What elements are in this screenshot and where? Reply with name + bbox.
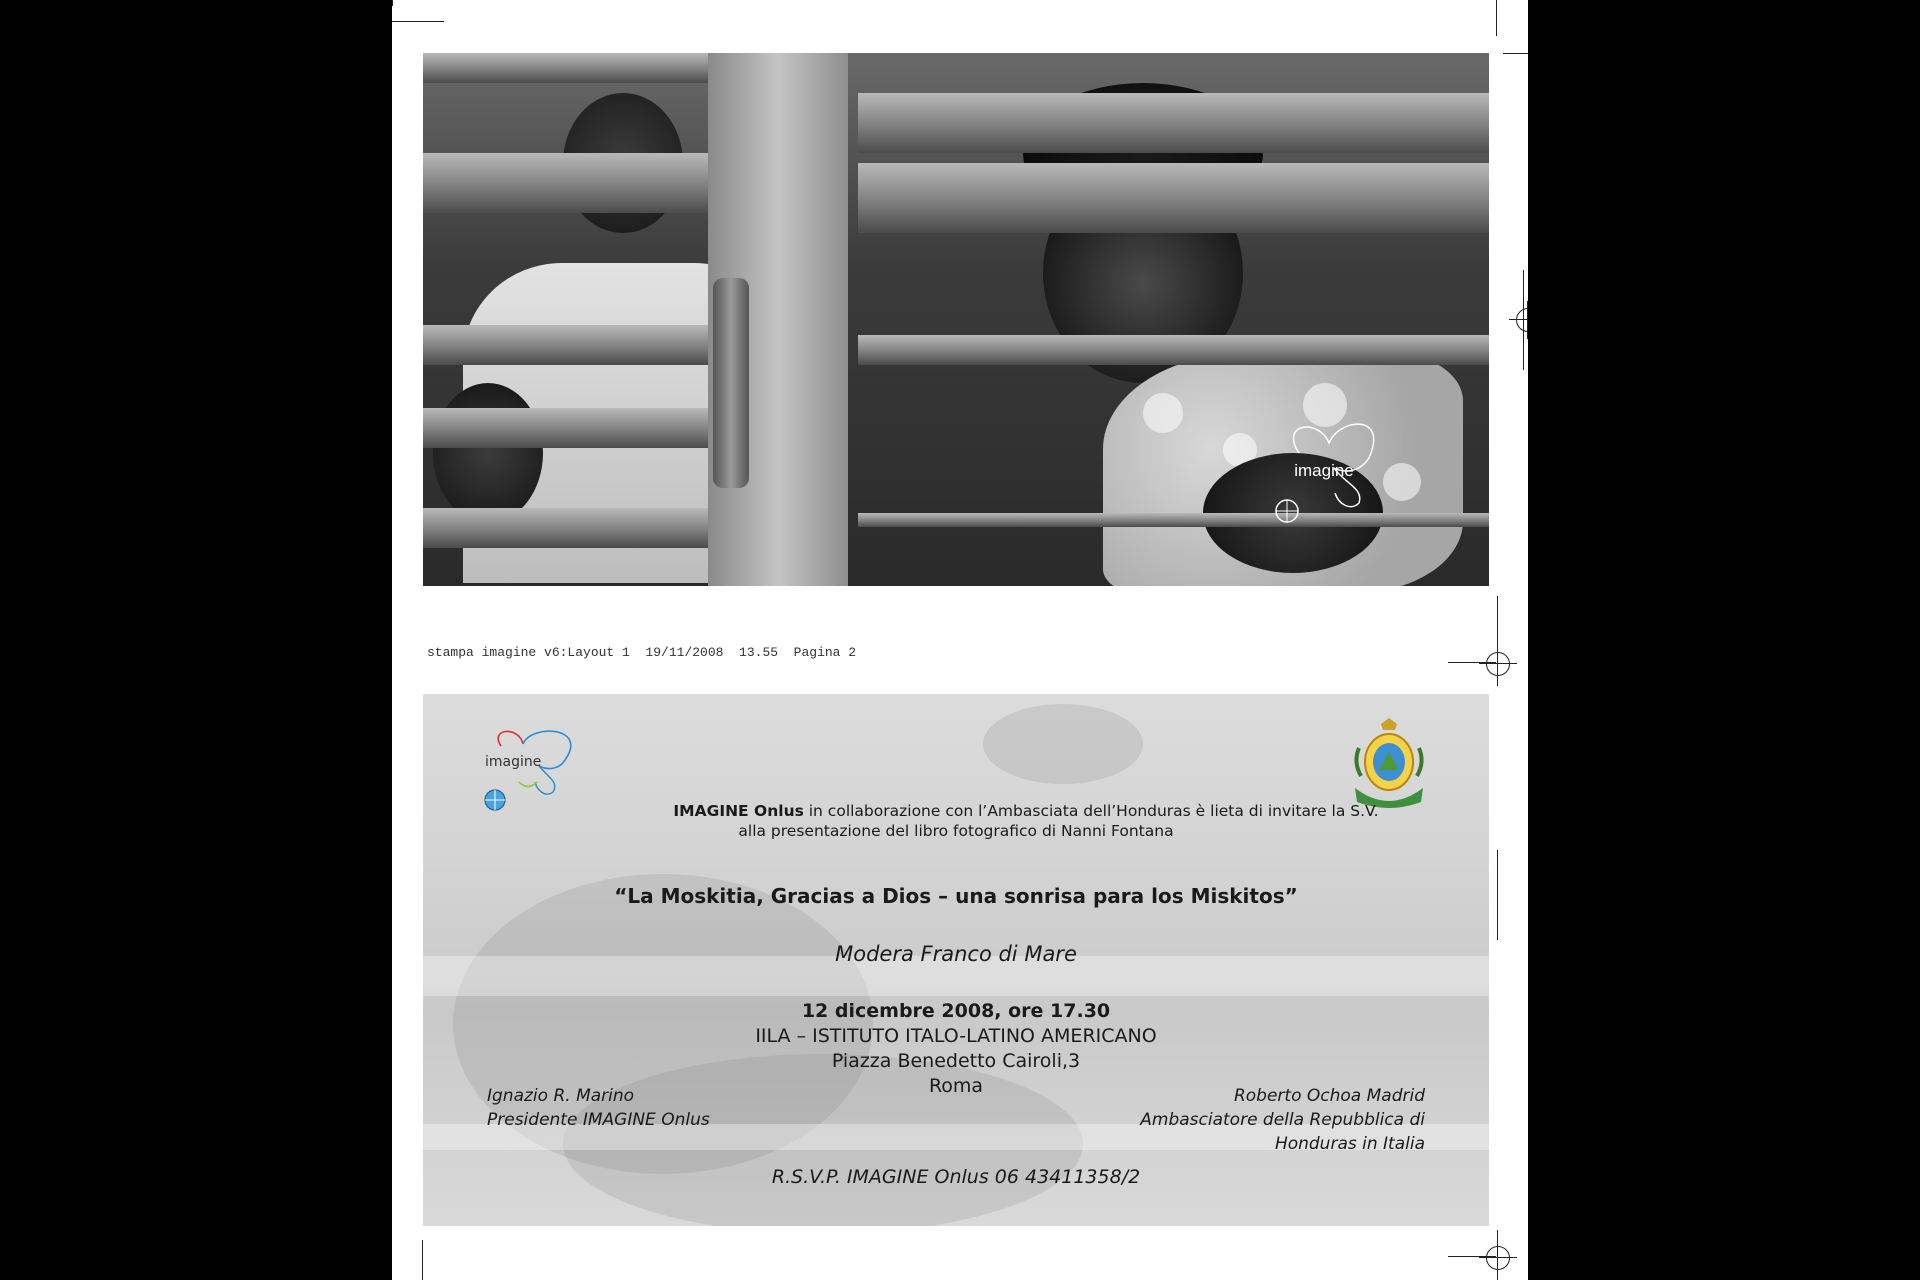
photo-watermark-logo (1259, 413, 1409, 533)
right-signatory-name: Roberto Ochoa Madrid (1233, 1086, 1425, 1106)
louver-slat (423, 325, 708, 365)
louver-slat (423, 53, 708, 83)
venue-city: Roma (928, 1075, 984, 1097)
book-title: “La Moskitia, Gracias a Dios – una sonrisa para los Miskitos” (614, 884, 1298, 908)
event-date: 12 dicembre 2008, ore 17.30 (801, 1000, 1111, 1022)
crop-mark (392, 21, 444, 22)
invitation-card (423, 694, 1489, 1226)
right-signatory-role-line-2: Honduras in Italia (1274, 1134, 1425, 1154)
rsvp-contact: R.S.V.P. IMAGINE Onlus 06 43411358/2 (771, 1166, 1141, 1188)
crop-mark (1448, 662, 1496, 663)
blanket-dot (1143, 393, 1183, 433)
louver-slat (423, 153, 708, 213)
crop-mark (1523, 270, 1524, 370)
left-signatory-name: Ignazio R. Marino (487, 1086, 635, 1106)
background-photo-shape (983, 704, 1143, 784)
louver-slat (858, 335, 1489, 365)
print-slug-line: stampa imagine v6:Layout 1 19/11/2008 13.55 Pagina 2 (427, 645, 857, 660)
organization-name: IMAGINE Onlus (673, 802, 804, 820)
moderator: Modera Franco di Mare (835, 942, 1077, 966)
cover-photograph (423, 53, 1489, 586)
louver-slat (858, 93, 1489, 153)
right-signatory-role-line-1: Ambasciatore della Repubblica di (1140, 1110, 1425, 1130)
hand (433, 383, 543, 523)
crop-mark (1448, 1256, 1496, 1257)
registration-mark-icon (1486, 652, 1510, 676)
crop-mark (1497, 596, 1498, 686)
crop-mark (1497, 1230, 1498, 1280)
venue-address: Piazza Benedetto Cairoli,3 (831, 1050, 1081, 1072)
intro-line-1 (563, 802, 1489, 820)
window-handle (713, 278, 749, 488)
registration-mark-icon (1486, 1246, 1510, 1270)
honduras-coat-of-arms (1351, 718, 1427, 808)
crop-mark (422, 1240, 423, 1280)
crop-mark (392, 0, 393, 6)
photo-logo-text: imagine (1294, 461, 1354, 480)
crop-mark (1497, 850, 1498, 940)
crop-mark (1503, 53, 1528, 54)
crop-mark (1496, 0, 1497, 36)
louver-slat (423, 508, 708, 548)
print-sheet (392, 0, 1528, 1280)
registration-mark-icon (1516, 308, 1528, 332)
louver-slat (858, 163, 1489, 233)
honduras-coat-of-arms-icon (1351, 718, 1427, 808)
venue-name: IILA – ISTITUTO ITALO-LATINO AMERICANO (755, 1025, 1157, 1047)
louver-slat (423, 408, 708, 448)
intro-line-1-text: in collaborazione con l’Ambasciata dell’Honduras è lieta di invitare la S.V. (803, 802, 1379, 820)
left-signatory-role: Presidente IMAGINE Onlus (487, 1110, 710, 1130)
imagine-logo-text: imagine (485, 754, 542, 770)
intro-line-2: alla presentazione del libro fotografico di Nanni Fontana (738, 822, 1174, 840)
